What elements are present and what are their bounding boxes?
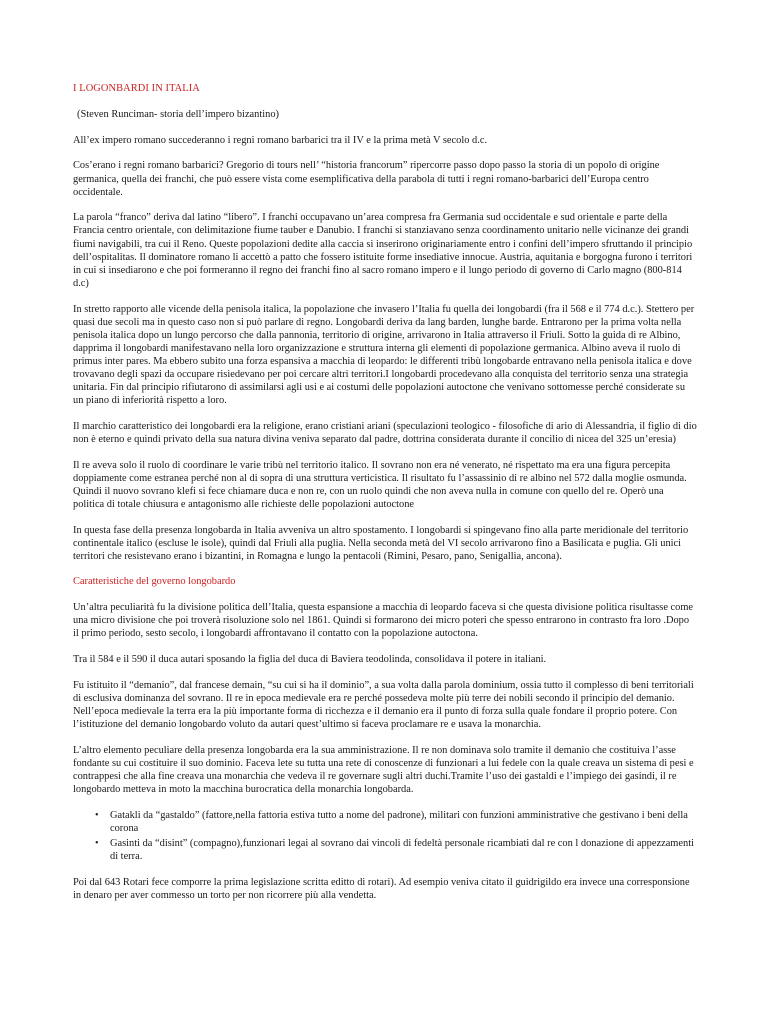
document-title: I LOGONBARDI IN ITALIA (73, 83, 200, 94)
paragraph-rotari: Poi dal 643 Rotari fece comporre la prima legislazione scritta editto di rotari). Ad esempio veniva citato il guidrigildo era invece una corresponsione in denaro per aver commesso un torto per non ricorrere più alla vendetta. (73, 876, 690, 901)
bullet-text: Gasinti da “disint” (compagno),funzionari legai al sovrano dai vincoli di fedeltà personale ricambiati dal re con l donazione di appezzamenti di terra. (110, 837, 694, 862)
paragraph-longobardi: In stretto rapporto alle vicende della penisola italica, la popolazione che invasero l’Italia fu quella dei longobardi (fra il 568 e il 774 d.c.). Stettero per quasi due secoli ma in questo caso non si può parlare di regno. Longobardi deriva da lang barden, lunghe barde. Entrarono per la prima volta nella penisola italica dopo un lungo percorso che dalla pannonia, territorio di origine, arrivarono in Italia attraverso il Friuli. Sotto la guida di re Albino, dapprima il longobardi manifestavano nella loro organizzazione e struttura interna gli elementi di popolazione germanica. Albino aveva il ruolo di primus inter pares. Ma ebbero subito una forza espansiva a macchia di leopardo: le differenti tribù longobarde entravano nella penisola italica e dove trovavano degli spazi da occupare risiedevano per poi cercare altri territori.I longobardi procedevano alla conquista del territorio senza una strategia unitaria. Fin dal principio rifiutarono di assimilarsi agli usi e ai costumi delle popolazioni autoctone che venivano sottomesse perché considerate su un piano di inferiorità rispetto a loro. (73, 303, 695, 407)
paragraph-franchi: La parola “franco” deriva dal latino “libero”. I franchi occupavano un’area compresa fra Germania sud occidentale e sud orientale e parte della Francia centro orientale, con delimitazione fiume tauber e Danubio. I franchi si stanziavano senza coordinamento unitario nelle vicinanze dei grandi fiumi navigabili, tra cui il Reno. Queste popolazioni dedite alla caccia si inserirono originariamente entro i confini dell’impero sfruttando il principio dell’ospitalitas. Il dominatore romano li accettò a patto che fossero istituite forme insediative innocue. Austria, aquitania e borgogna furono i territori in cui si insediarono e che poi formeranno il regno dei franchi fino al sacro romano impero e il lungo periodo di governo di Carlo magno (800-814 d.c) (73, 212, 693, 289)
paragraph-amministrazione: L’altro elemento peculiare della presenza longobarda era la sua amministrazione. Il re non dominava solo tramite il demanio che costituiva l’asse fondante su cui costituire il suo dominio. Faceva lete su tutta una rete di conoscenze di funzionari a lui fedele con la quale creava un sistema di pesi e contrappesi che alla fine creava una monarchia che vedeva il re governare sugli altri duchi.Tramite l’uso dei gastaldi e l’impiego dei gasindi, il re longobardo metteva in moto la macchina burocratica della monarchia longobarda. (73, 744, 694, 795)
bullet-icon: • (95, 837, 99, 849)
bullet-text: Gatakli da “gastaldo” (fattore,nella fattoria estiva tutto a nome del padrone), militari con funzioni amministrative che gestivano i beni della corona (110, 809, 688, 834)
bullet-icon: • (95, 809, 99, 821)
author-line: (Steven Runciman- storia dell’impero bizantino) (77, 109, 279, 121)
paragraph-spostamento: In questa fase della presenza longobarda in Italia avveniva un altro spostamento. I longobardi si spingevano fino alla parte meridionale del territorio continentale italico (escluse le isole), quindi dal Friuli alla puglia. Nella seconda metà del VI secolo arrivarono fino a Basilicata e puglia. Gli unici territori che resistevano erano i bizantini, in Romagna e lungo la pentacoli (Rimini, Pesaro, pano, Senigallia, ancona). (73, 524, 689, 562)
paragraph-re: Il re aveva solo il ruolo di coordinare le varie tribù nel territorio italico. Il sovrano non era né venerato, né rispettato ma era una figura percepita doppiamente come estranea perché non al di sopra di una struttura verticistica. Il risultato fu l’assassinio di re albino nel 572 dalla moglie osmunda. Quindi il nuovo sovrano klefi si fece chiamare duca e non re, con un ruolo quindi che non aveva nulla in comune con quello del re. Operò una politica di totale chiusura e antagonismo alle richieste delle popolazioni autoctone (73, 459, 687, 510)
bullet-item-gastaldi (73, 809, 697, 835)
bullet-item-gasindi (73, 837, 697, 863)
paragraph-autari: Tra il 584 e il 590 il duca autari sposando la figlia del duca di Baviera teodolinda, consolidava il potere in italiani. (73, 654, 547, 666)
document-page (73, 82, 697, 914)
paragraph-demanio: Fu istituito il “demanio”, dal francese demain, “su cui si ha il dominio”, a sua volta dalla parola dominium, ossia tutto il complesso di beni territoriali di esclusiva dominanza del sovrano. Il re in epoca medievale era re perché possedeva molte più terre dei nobili secondo il principio del demanio. Nell’epoca medievale la terra era la più importante forma di ricchezza e il demanio era il punto di forza sulla quale fondare il proprio potere. Con l’istituzione del demanio longobardo voluto da autari quest’ultimo si faceva proclamare re e usava la monarchia. (73, 679, 694, 730)
section-heading: Caratteristiche del governo longobardo (73, 576, 236, 588)
paragraph-impero: All’ex impero romano succederanno i regni romano barbarici tra il IV e la prima metà V secolo d.c. (73, 134, 488, 146)
paragraph-religione: Il marchio caratteristico dei longobardi era la religione, erano cristiani ariani (speculazioni teologico - filosofiche di ario di Alessandria, il figlio di dio non è eterno e quindi privato della sua natura divina veniva separato dal padre, dottrina considerata durante il concilio di nicea del 325 un’eresia) (73, 420, 697, 445)
bullet-list (73, 809, 697, 863)
paragraph-divisione: Un’altra peculiarità fu la divisione politica dell’Italia, questa espansione a macchia di leopardo faceva si che questa divisione politica risultasse come una micro divisione che poi troverà risoluzione solo nel 1861. Quindi si formarono dei micro poteri che spesso entrarono in contrasto fra loro .Dopo il primo periodo, sesto secolo, i longobardi affrontavano il contatto con la popolazione autoctona. (73, 602, 694, 640)
paragraph-regni: Cos’erano i regni romano barbarici? Gregorio di tours nell’ “historia francorum” ripercorre passo dopo passo la storia di un popolo di origine germanica, quella dei franchi, che può essere vista come esemplificativa della parabola di tutti i regni romano-barbarici dell’Europa centro occidentale. (73, 160, 660, 198)
